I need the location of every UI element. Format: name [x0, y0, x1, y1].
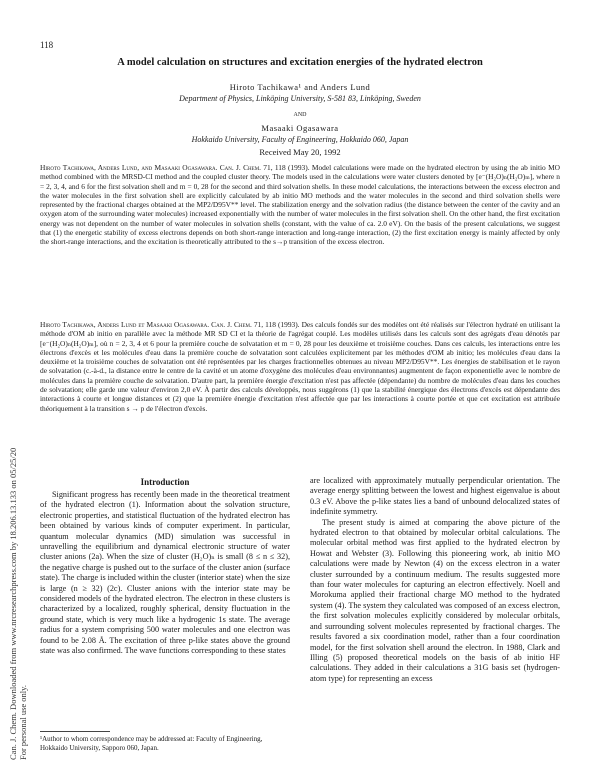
footnote: ¹Author to whom correspondence may be addressed at: Faculty of Engineering, Hokkaido University, Sapporo 060, Japan.	[40, 735, 263, 752]
footnote-rule	[40, 731, 110, 732]
author-line-2: Masaaki Ogasawara	[261, 123, 339, 133]
author-line-1: Hiroto Tachikawa¹ and Anders Lund	[229, 82, 371, 92]
introduction-heading: Introduction	[140, 477, 190, 487]
received-date: Received May 20, 1992	[259, 147, 341, 157]
intro-paragraph-2: are localized with approximately mutually perpendicular orientation. The average energy splitting between the lowest and highest eigenvalue is about 0.3 eV. Above the p-like states lies a band of unbound delocalized states of indefinite symmetry.	[310, 476, 560, 517]
and-separator: and	[293, 108, 307, 118]
paper-title: A model calculation on structures and excitation energies of the hydrated electron	[117, 57, 483, 68]
download-notice	[8, 170, 28, 760]
affiliation-1: Department of Physics, Linköping University, S-581 83, Linköping, Sweden	[179, 94, 421, 103]
affiliation-2: Hokkaido University, Faculty of Engineering, Hokkaido 060, Japan	[191, 135, 409, 144]
right-column	[310, 476, 560, 684]
download-notice-line-1: Can. J. Chem. Downloaded from www.nrcresearchpress.com by 18.206.13.133 on 05/25/20	[8, 447, 18, 760]
intro-paragraph-1: Significant progress has recently been made in the theoretical treatment of the hydrated electron (1). Information about the solvation structure, electronic properties, and statistical fluctuation of the hydrated electron has been obtained by various kinds of computer experiment. In particular, quantum molecular dynamics (MD) simulation was successful in unravelling the equilibrium and dynamical electronic structure of water cluster anions (2a). When the size of cluster (H₂O)ₙ is small (8 ≤ n ≤ 32), the negative charge is pushed out to the surface of the cluster anion (surface state). The charge is included within the cluster (interior state) when the size is large (n ≥ 32) (2c). Cluster anions with the interior state may be considered models of the hydrated electron. The electron in these clusters is characterized by a localized, roughly spherical, density fluctuation in the ground state, which is very much like a hydrogenic 1s state. The average radius for a system comprising 500 water molecules and one electron was found to be 2.08 Å. The excitation of three p-like states above the ground state was also confirmed. The wave functions corresponding to these states	[40, 490, 291, 656]
abstract-english-text: Model calculations were made on the hydrated electron by using the ab initio MO method combined with the MRSD-CI method and the coupled cluster theory. The models used in the calculations were water clusters denoted by [e⁻(H₂O)ₙ(H₂O)ₘ], where n = 2, 3, 4, and 6 for the first solvation shell and m = 0, 28 for the second and third solvation shells. In these model calculations, the interactions between the excess electron and the water molecules in the first solvation shell are explicitly calculated by ab initio MO methods and the water molecules in the second and third solvation shells were represented by the fractional charges obtained at the MP2/D95V** level. The stabilization energy and the solvation radius (the distance between the center of the cavity and an oxygen atom of the surrounding water molecules) increased exponentially with the number of water molecules in the first solvation shell. On the other hand, the first excitation energy was not dependent on the number of water molecules in solvation shells (constant, with the value of ca. 2.0 eV). On the basis of the present calculations, we suggest that (1) the energetic stability of excess electrons depends on both short-range interaction and long-range interaction, (2) the first excitation energy is mainly affected by only the short-range interactions, and the excitation is theoretically attributed to the s→p transition of the excess electron.	[40, 163, 560, 247]
abstract-english	[40, 163, 560, 247]
abstract-french-text: Des calculs fondés sur des modèles ont été réalisés sur l'électron hydraté en utilisant la méthode d'OM ab initio en parallèle avec la méthode MR SD CI et la théorie de l'agrégat couplé. Les modèles utilisés dans les calculs sont des agrégats d'eau dénotés par [e⁻(H₂O)ₙ(H₂O)ₘ], où n = 2, 3, 4 et 6 pour la première couche de solvatation et m = 0, 28 pour les deuxième et troisième couches. Dans ces calculs, les interactions entre les électrons d'excès et les molécules d'eau dans la première couche de solvatation sont calculées explicitement par les méthodes d'OM ab initio; les molécules d'eau dans la deuxième et la troisième couches de solvatation ont été représentées par les charges fractionnelles obtenues au niveau MP2/D95V**. Les énergies de stabilisation et le rayon de solvatation (c.-à-d., la distance entre le centre de la cavité et un atome d'oxygène des molécules d'eau environnantes) augmentent de façon exponentielle avec le nombre de molécules dans la première couche de solvatation. D'autre part, la première énergie d'excitation n'est pas affectée (dépendante) du nombre de molécules d'eau dans les couches de solvatation; elle garde une valeur d'environ 2,0 eV. À partir des calculs développés, nous suggérons (1) que la stabilité énergique des électrons d'excès est dépendante des interactions à courte et longue distances et (2) que la première énergie d'excitation n'est affectée que par les interactions à courte portée et que cet excitation est attribuée théoriquement à la transition s → p de l'électron d'excès.	[40, 320, 561, 413]
abstract-french	[40, 320, 560, 413]
left-column	[40, 490, 290, 657]
page-number: 118	[40, 40, 54, 50]
abstract-english-citation: Hiroto Tachikawa, Anders Lund, and Masaaki Ogasawara. Can. J. Chem. 71, 118 (1993).	[40, 163, 310, 172]
download-notice-line-2: For personal use only.	[18, 685, 28, 760]
abstract-french-citation: Hiroto Tachikawa, Anders Lund et Masaaki Ogasawara. Can. J. Chem. 71, 118 (1993).	[40, 320, 300, 329]
intro-paragraph-3: The present study is aimed at comparing the above picture of the hydrated electron to that obtained by molecular orbital calculations. The molecular orbital method was first applied to the hydrated electron by Howat and Webster (3). Following this pioneering work, ab initio MO calculations were made by Newton (4) on the excess electron in a water cluster surrounded by a continuum medium. The results suggested more than four water molecules for capturing an electron effectively. Noell and Morokuma applied their fractional charge MO method to the hydrated system (4). The system they calculated was composed of an excess electron, the first solvation molecules explicitly considered by molecular orbitals, and surrounding solvent molecules represented by fractional charges. The results favored a six coordination model, rather than a four coordination model, for the first solvation shell around the electron. In 1988, Clark and Illing (5) proposed theoretical models on the basis of ab initio HF calculations. They added in their calculations a 31G basis set (hydrogen-atom type) for representing an excess	[310, 517, 560, 683]
